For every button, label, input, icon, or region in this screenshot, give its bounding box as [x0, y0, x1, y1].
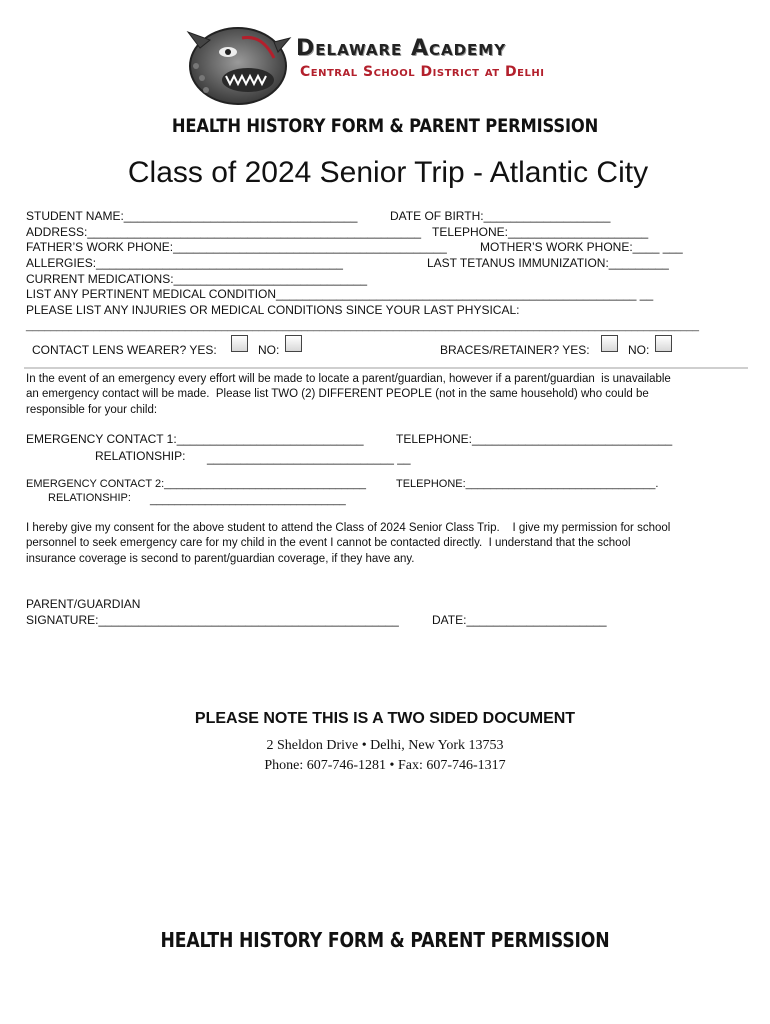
relationship-1-label: RELATIONSHIP:: [95, 449, 186, 463]
contact-lens-no-checkbox[interactable]: [285, 335, 302, 352]
emergency-contact-2-telephone-field[interactable]: TELEPHONE:_______________________________.: [396, 478, 659, 490]
signature-date-field[interactable]: DATE:_____________________: [432, 613, 607, 627]
relationship-2-label: RELATIONSHIP:: [48, 492, 131, 504]
relationship-1-field[interactable]: ____________________________ __: [207, 451, 411, 465]
address-field[interactable]: ADDRESS:__________________________________________________: [26, 225, 422, 239]
bottom-form-title: HEALTH HISTORY FORM & PARENT PERMISSION: [160, 928, 610, 952]
braces-yes-checkbox[interactable]: [601, 335, 618, 352]
contact-lens-no-label: NO:: [258, 343, 280, 357]
signature-field[interactable]: SIGNATURE:_____________________________________________: [26, 613, 399, 627]
braces-label: BRACES/RETAINER? YES:: [440, 343, 590, 357]
consent-line-2: personnel to seek emergency care for my child in the event I cannot be contacted directly. I understand that the school: [26, 537, 631, 549]
school-address: 2 Sheldon Drive • Delhi, New York 13753: [266, 738, 504, 753]
last-tetanus-field[interactable]: LAST TETANUS IMMUNIZATION:_________: [427, 256, 669, 270]
school-name: Delaware Academy: [296, 36, 507, 61]
date-of-birth-field[interactable]: DATE OF BIRTH:___________________: [390, 209, 611, 223]
contact-lens-label: CONTACT LENS WEARER? YES:: [32, 343, 217, 357]
section-divider: [24, 367, 748, 369]
student-name-field[interactable]: STUDENT NAME:___________________________________: [26, 209, 358, 223]
emergency-intro-line-3: responsible for your child:: [26, 404, 158, 416]
injuries-prompt: PLEASE LIST ANY INJURIES OR MEDICAL CONDITIONS SINCE YOUR LAST PHYSICAL:: [26, 303, 520, 317]
consent-line-1: I hereby give my consent for the above student to attend the Class of 2024 Senior Class Trip. I give my permission for school: [26, 522, 671, 534]
emergency-intro-line-1: In the event of an emergency every effort will be made to locate a parent/guardian, however if a parent/guardian is unavailable: [26, 373, 671, 385]
emergency-contact-2-field[interactable]: EMERGENCY CONTACT 2:_________________________________: [26, 478, 367, 490]
injuries-line[interactable]: ______________________________________________________________________________________________________________: [26, 320, 699, 332]
form-title: HEALTH HISTORY FORM & PARENT PERMISSION: [171, 115, 599, 137]
parent-guardian-label: PARENT/GUARDIAN: [26, 597, 141, 611]
contact-lens-yes-checkbox[interactable]: [231, 335, 248, 352]
emergency-contact-1-telephone-field[interactable]: TELEPHONE:______________________________: [396, 432, 673, 446]
district-name: Central School District at Delhi: [300, 64, 545, 80]
two-sided-note: PLEASE NOTE THIS IS A TWO SIDED DOCUMENT: [194, 710, 576, 727]
current-medications-field[interactable]: CURRENT MEDICATIONS:_____________________________: [26, 272, 368, 286]
allergies-field[interactable]: ALLERGIES:_____________________________________: [26, 256, 343, 270]
fathers-work-phone-field[interactable]: FATHER’S WORK PHONE:_________________________________________: [26, 240, 447, 254]
relationship-2-field[interactable]: ________________________________: [150, 494, 346, 506]
emergency-contact-1-field[interactable]: EMERGENCY CONTACT 1:____________________________: [26, 432, 364, 446]
bulldog-logo-icon: [182, 18, 294, 108]
trip-title: Class of 2024 Senior Trip - Atlantic City: [127, 156, 649, 189]
braces-no-checkbox[interactable]: [655, 335, 672, 352]
emergency-intro-line-2: an emergency contact will be made. Please list TWO (2) DIFFERENT PEOPLE (not in the same household) who could be: [26, 388, 649, 400]
telephone-field[interactable]: TELEPHONE:_____________________: [432, 225, 649, 239]
braces-no-label: NO:: [628, 343, 650, 357]
consent-line-3: insurance coverage is second to parent/guardian coverage, if they have any.: [26, 553, 415, 565]
school-phone: Phone: 607-746-1281 • Fax: 607-746-1317: [264, 758, 506, 773]
mothers-work-phone-field[interactable]: MOTHER’S WORK PHONE:____ ___: [480, 240, 683, 254]
pertinent-condition-field[interactable]: LIST ANY PERTINENT MEDICAL CONDITION______________________________________________________ __: [26, 287, 654, 301]
